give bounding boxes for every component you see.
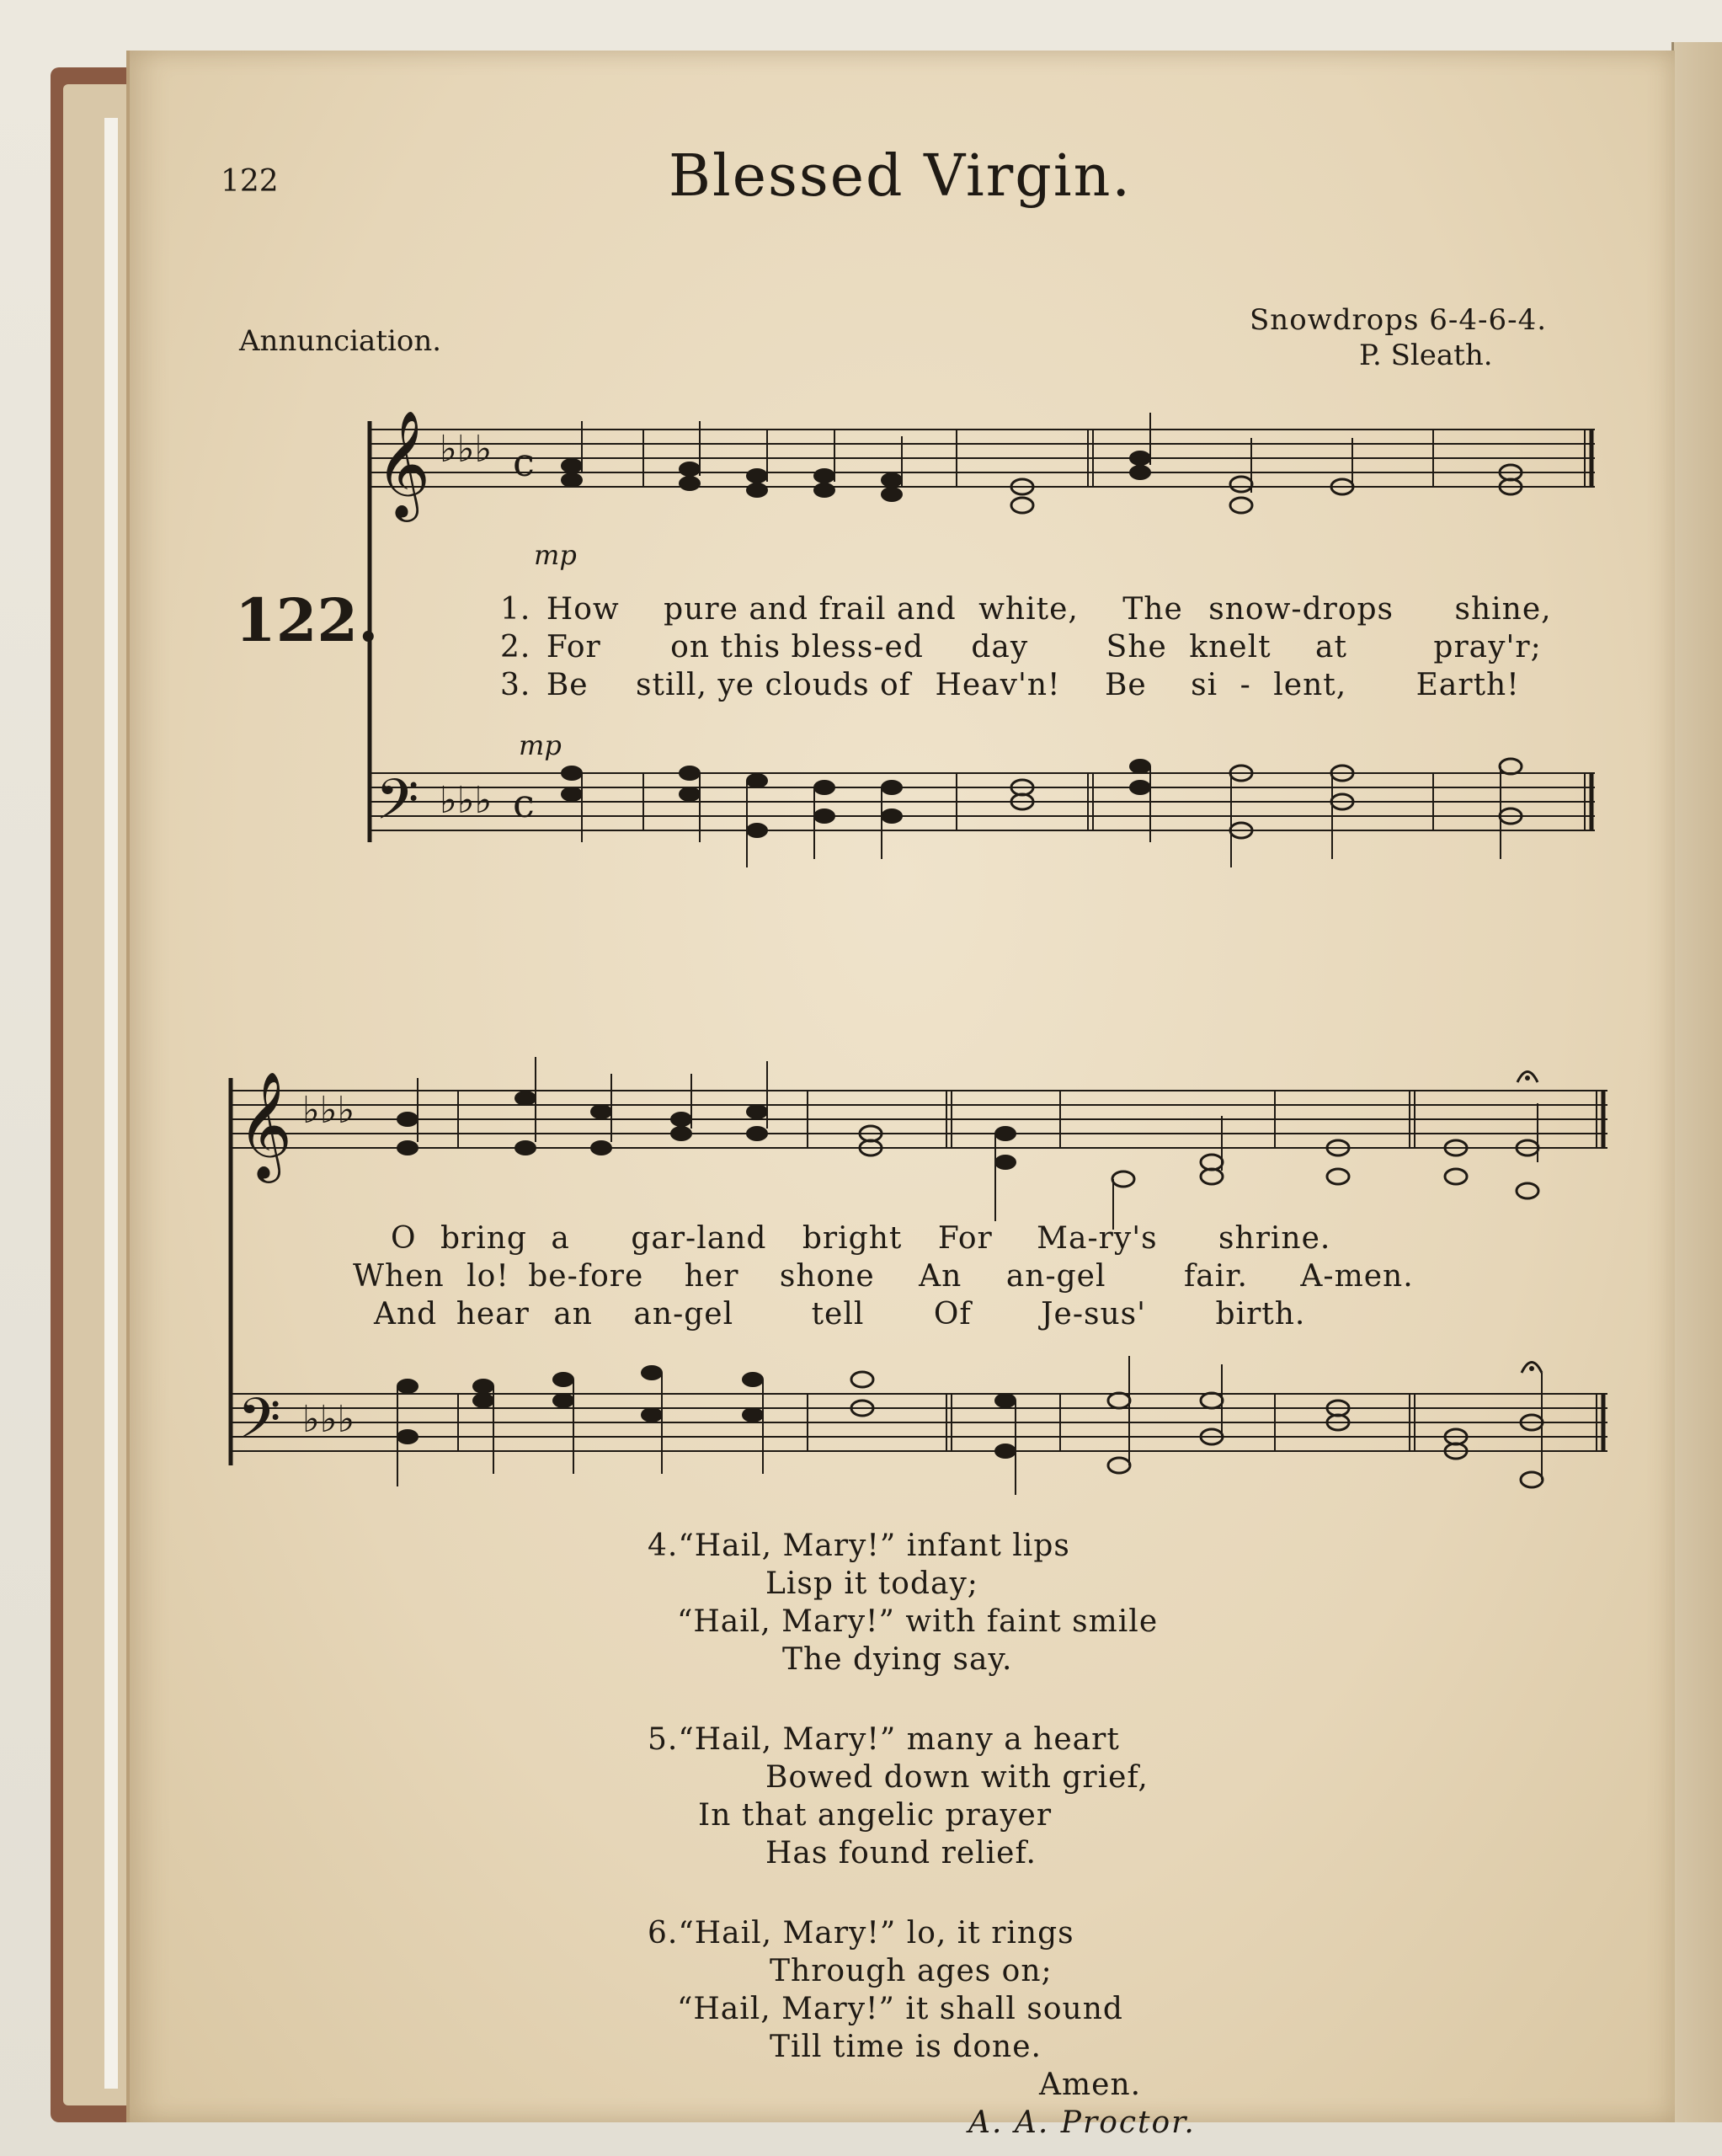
system-1-bass-staff: [370, 773, 1595, 830]
svg-text:𝄞: 𝄞: [237, 1070, 293, 1178]
svg-text:𝄢: 𝄢: [237, 1386, 281, 1465]
lyric-line-5: When lo! be-fore her shone An an-gel fair. A-men.: [353, 1259, 1414, 1294]
hymnal-page: [126, 51, 1675, 2140]
system-1-treble-staff: [370, 430, 1595, 487]
tune-name: Snowdrops 6-4-6-4.: [1250, 303, 1548, 337]
stanza-6-line-1: 6.“Hail, Mary!” lo, it rings: [648, 1916, 1074, 1951]
hymn-occasion: Annunciation.: [239, 324, 442, 358]
hymn-number: 122.: [235, 585, 379, 655]
stanza-6-line-3: “Hail, Mary!” it shall sound: [677, 1992, 1123, 2026]
lyric-line-1: 1. How pure and frail and white, The snow-drops shine,: [500, 592, 1552, 627]
stanza-4-line-4: The dying say.: [782, 1642, 1013, 1677]
composer: P. Sleath.: [1359, 339, 1493, 372]
stanza-6-line-4: Till time is done.: [770, 2030, 1042, 2064]
svg-text:♭♭♭: ♭♭♭: [440, 779, 493, 822]
page-number: 122: [221, 164, 279, 199]
lyric-line-2: 2. For on this bless-ed day She knelt at pray'r;: [500, 630, 1542, 664]
hymn-author: A. A. Proctor.: [968, 2105, 1196, 2140]
svg-text:c: c: [513, 781, 535, 826]
lyric-line-6: And hear an an-gel tell Of Je-sus' birth.: [374, 1297, 1306, 1331]
svg-text:𝄞: 𝄞: [376, 409, 431, 517]
svg-text:c: c: [513, 440, 535, 485]
stanza-5-line-3: In that angelic prayer: [698, 1798, 1053, 1833]
stanza-5-line-2: Bowed down with grief,: [765, 1760, 1149, 1795]
svg-text:𝄢: 𝄢: [376, 767, 419, 846]
page-edge: [104, 118, 118, 2089]
stanza-6-line-2: Through ages on;: [770, 1954, 1053, 1988]
lyric-line-4: O bring a gar-land bright For Ma-ry's shrine.: [391, 1221, 1331, 1256]
facing-page-edge: [1671, 42, 1722, 2122]
svg-text:♭♭♭: ♭♭♭: [302, 1089, 355, 1132]
closing-amen: Amen.: [1039, 2068, 1142, 2102]
page-title: Blessed Virgin.: [669, 143, 1132, 210]
svg-text:mp: mp: [519, 729, 562, 761]
lyric-line-3: 3. Be still, ye clouds of Heav'n! Be si - lent, Earth!: [500, 668, 1520, 702]
stanza-4-line-1: 4.“Hail, Mary!” infant lips: [648, 1529, 1070, 1563]
stanza-4-line-3: “Hail, Mary!” with faint smile: [677, 1604, 1159, 1639]
svg-text:♭♭♭: ♭♭♭: [440, 428, 493, 471]
dynamic-mark: mp: [534, 539, 577, 571]
stanza-4-line-2: Lisp it today;: [765, 1566, 978, 1601]
svg-text:♭♭♭: ♭♭♭: [302, 1398, 355, 1441]
stanza-5-line-1: 5.“Hail, Mary!” many a heart: [648, 1722, 1120, 1757]
stanza-5-line-4: Has found relief.: [765, 1836, 1037, 1870]
